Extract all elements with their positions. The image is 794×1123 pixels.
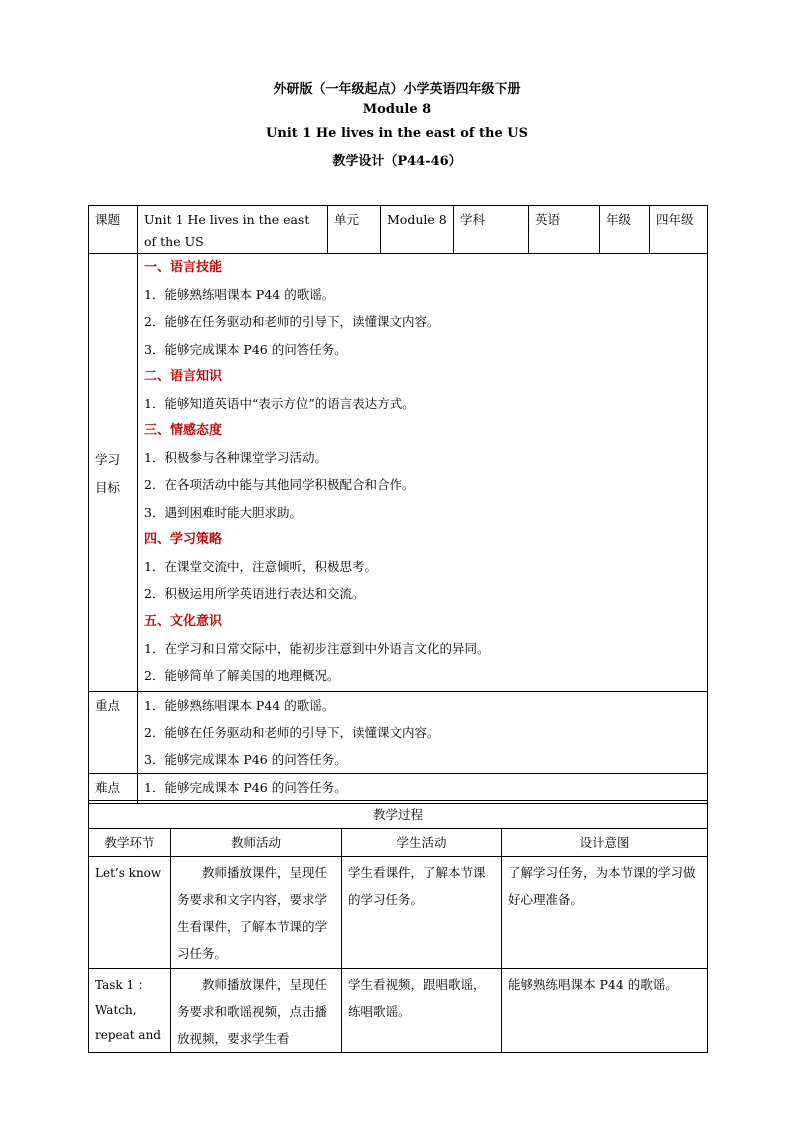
difficulty-content — [138, 774, 708, 804]
goals-label-text: 学习目标 — [95, 452, 121, 495]
keypoint-item: 2．能够在任务驱动和老师的引导下，读懂课文内容。 — [144, 725, 440, 740]
grade-label: 年级 — [600, 206, 650, 254]
goal-item: 2．在各项活动中能与其他同学积极配合和合作。 — [144, 477, 415, 493]
process-caption-row — [89, 801, 708, 829]
design-title: 教学设计（P44-46） — [332, 154, 462, 169]
process-header-row — [89, 829, 708, 857]
keypoints-row — [89, 692, 708, 774]
goal-section-title: 五、文化意识 — [144, 613, 223, 629]
goal-item: 2．能够在任务驱动和老师的引导下，读懂课文内容。 — [144, 314, 440, 330]
row-intent: 能够熟练唱课本 P44 的歌谣。 — [502, 969, 708, 1053]
goal-section-title: 一、语言技能 — [144, 260, 223, 275]
doc-title: 外研版（一年级起点）小学英语四年级下册 — [273, 82, 521, 97]
row-step: Task 1 ： Watch, repeat and — [89, 969, 171, 1053]
goal-item: 1．能够知道英语中“表示方位”的语言表达方式。 — [144, 395, 415, 411]
goal-item: 3．能够完成课本 P46 的问答任务。 — [144, 341, 347, 357]
row-teacher: 教师播放课件，呈现任务要求和歌谣视频，点击播放视频，要求学生看 — [171, 969, 342, 1053]
goals-label — [89, 254, 138, 692]
goal-item: 1．在课堂交流中，注意倾听，积极思考。 — [144, 559, 377, 575]
subject-value: 英语 — [529, 206, 600, 254]
keypoint-item: 1．能够熟练唱课本 P44 的歌谣。 — [144, 698, 335, 713]
goal-item: 2．积极运用所学英语进行表达和交流。 — [144, 586, 365, 602]
row-step: Let’s know — [89, 857, 171, 969]
goal-item: 1．能够熟练唱课本 P44 的歌谣。 — [144, 287, 335, 302]
row-student: 学生看课件，了解本节课的学习任务。 — [342, 857, 502, 969]
header-step: 教学环节 — [89, 829, 171, 857]
goal-section-title: 二、语言知识 — [144, 368, 223, 384]
goals-content — [138, 254, 708, 692]
header-student: 学生活动 — [342, 829, 502, 857]
unit-label: 单元 — [328, 206, 381, 254]
process-caption: 教学过程 — [89, 801, 708, 829]
info-row — [89, 206, 708, 254]
keypoints-label: 重点 — [89, 692, 138, 774]
process-table — [88, 800, 708, 1053]
keypoints-content — [138, 692, 708, 774]
goal-section-title: 三、情感态度 — [144, 423, 223, 439]
header-teacher: 教师活动 — [171, 829, 342, 857]
lesson-info-table — [88, 205, 708, 804]
goals-row — [89, 254, 708, 692]
unit-value: Module 8 — [381, 206, 454, 254]
topic-label: 课题 — [89, 206, 138, 254]
goal-item: 3．遇到困难时能大胆求助。 — [144, 504, 302, 520]
topic-value: Unit 1 He lives in the east of the US — [138, 206, 328, 254]
goal-item: 1．积极参与各种课堂学习活动。 — [144, 450, 327, 466]
row-intent: 了解学习任务，为本节课的学习做好心理准备。 — [502, 857, 708, 969]
module-title: Module 8 — [362, 102, 432, 117]
header-intent: 设计意图 — [502, 829, 708, 857]
goal-item: 2．能够简单了解美国的地理概况。 — [144, 667, 340, 683]
difficulty-row — [89, 774, 708, 804]
process-row — [89, 857, 708, 969]
grade-value: 四年级 — [650, 206, 708, 254]
difficulty-item: 1．能够完成课本 P46 的问答任务。 — [144, 780, 347, 795]
goal-item: 1．在学习和日常交际中，能初步注意到中外语言文化的异同。 — [144, 640, 490, 656]
keypoint-item: 3．能够完成课本 P46 的问答任务。 — [144, 752, 347, 767]
unit-title: Unit 1 He lives in the east of the US — [266, 126, 528, 141]
subject-label: 学科 — [454, 206, 529, 254]
row-student: 学生看视频，跟唱歌谣，练唱歌谣。 — [342, 969, 502, 1053]
difficulty-label: 难点 — [89, 774, 138, 804]
goal-section-title: 四、学习策略 — [144, 532, 223, 548]
process-row — [89, 969, 708, 1053]
row-teacher: 教师播放课件，呈现任务要求和文字内容，要求学生看课件，了解本节课的学习任务。 — [171, 857, 342, 969]
